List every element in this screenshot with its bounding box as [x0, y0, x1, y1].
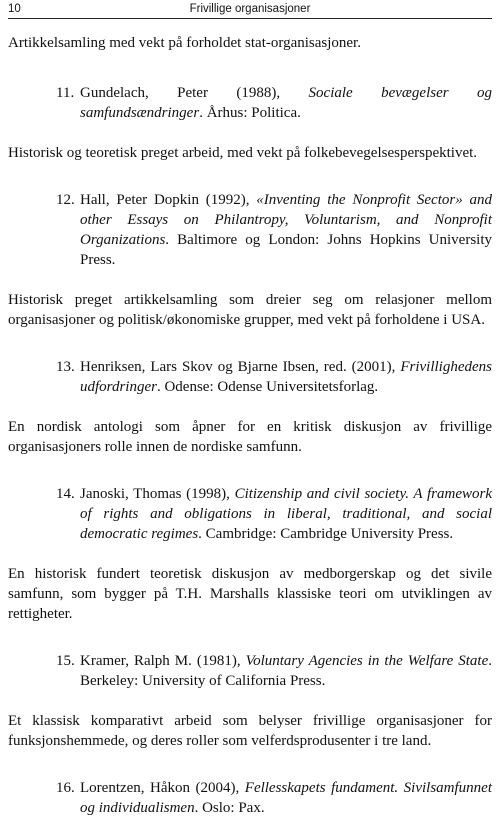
entry-citation: Hall, Peter Dopkin (1992),	[80, 192, 257, 208]
entry-publisher: . Cambridge: Cambridge University Press.	[198, 526, 454, 542]
entry-number: 12.	[56, 192, 75, 208]
entry-title: Sociale bevægelser og samfundsændringer	[80, 85, 492, 121]
entry-title: «Inventing the Nonprofit Sector» and other Essays on Philantropy, Voluntarism, and Nonprofit Organizations	[80, 192, 492, 248]
running-title: Frivillige organisasjoner	[189, 3, 311, 15]
entry-publisher: . Oslo: Pax.	[194, 800, 265, 816]
entry-citation: Lorentzen, Håkon (2004),	[80, 780, 245, 796]
reference-entry	[8, 357, 492, 397]
entry-number: 16.	[56, 780, 75, 796]
page-number: 10	[8, 3, 21, 15]
entry-citation: Henriksen, Lars Skov og Bjarne Ibsen, red. (2001),	[80, 359, 401, 375]
entry-title: Voluntary Agencies in the Welfare State	[245, 653, 489, 669]
reference-entry	[8, 778, 492, 818]
entry-publisher: . Baltimore og London: Johns Hopkins University Press.	[80, 232, 492, 268]
entry-description: En nordisk antologi som åpner for en kritisk diskusjon av frivillige organisasjoners rolle innen de nordiske samfunn.	[8, 419, 492, 455]
entry-citation: Kramer, Ralph M. (1981),	[80, 653, 246, 669]
reference-entry	[8, 484, 492, 544]
intro-description: Artikkelsamling med vekt på forholdet stat-organisasjoner.	[8, 35, 361, 51]
entry-title: Fellesskapets fundament. Sivilsamfunnet og individualismen	[80, 780, 492, 816]
entry-citation: Janoski, Thomas (1998),	[80, 486, 235, 502]
entry-title: Frivillighedens udfordringer	[80, 359, 492, 395]
entry-publisher: . Berkeley: University of California Press.	[80, 653, 493, 689]
entry-description: Historisk preget artikkelsamling som dreier seg om relasjoner mellom organisasjoner og politisk/økonomiske grupper, med vekt på forholdene i USA.	[8, 292, 492, 328]
entry-description: En historisk fundert teoretisk diskusjon av medborgerskap og det sivile samfunn, som bygger på T.H. Marshalls klassiske teori om utviklingen av rettigheter.	[8, 566, 492, 622]
entry-title: Citizenship and civil society. A framework of rights and obligations in liberal, traditional, and social democratic regimes	[80, 486, 493, 542]
reference-entry	[8, 651, 492, 691]
entry-publisher: . Århus: Politica.	[199, 105, 301, 121]
document-body	[8, 33, 492, 818]
reference-entry	[8, 190, 492, 270]
entry-publisher: . Odense: Odense Universitetsforlag.	[156, 379, 379, 395]
reference-entry	[8, 83, 492, 123]
entry-number: 11.	[56, 85, 75, 101]
page-header	[8, 0, 492, 19]
entry-number: 14.	[56, 486, 75, 502]
entry-citation: Gundelach, Peter (1988),	[80, 85, 309, 101]
entry-description: Historisk og teoretisk preget arbeid, med vekt på folkebevegelsesperspektivet.	[8, 145, 478, 161]
entry-number: 13.	[56, 359, 75, 375]
entry-number: 15.	[56, 653, 75, 669]
entry-description: Et klassisk komparativt arbeid som belyser frivillige organisasjoner for funksjonshemmede, og deres roller som velferdsprodusenter i tre land.	[8, 713, 492, 749]
